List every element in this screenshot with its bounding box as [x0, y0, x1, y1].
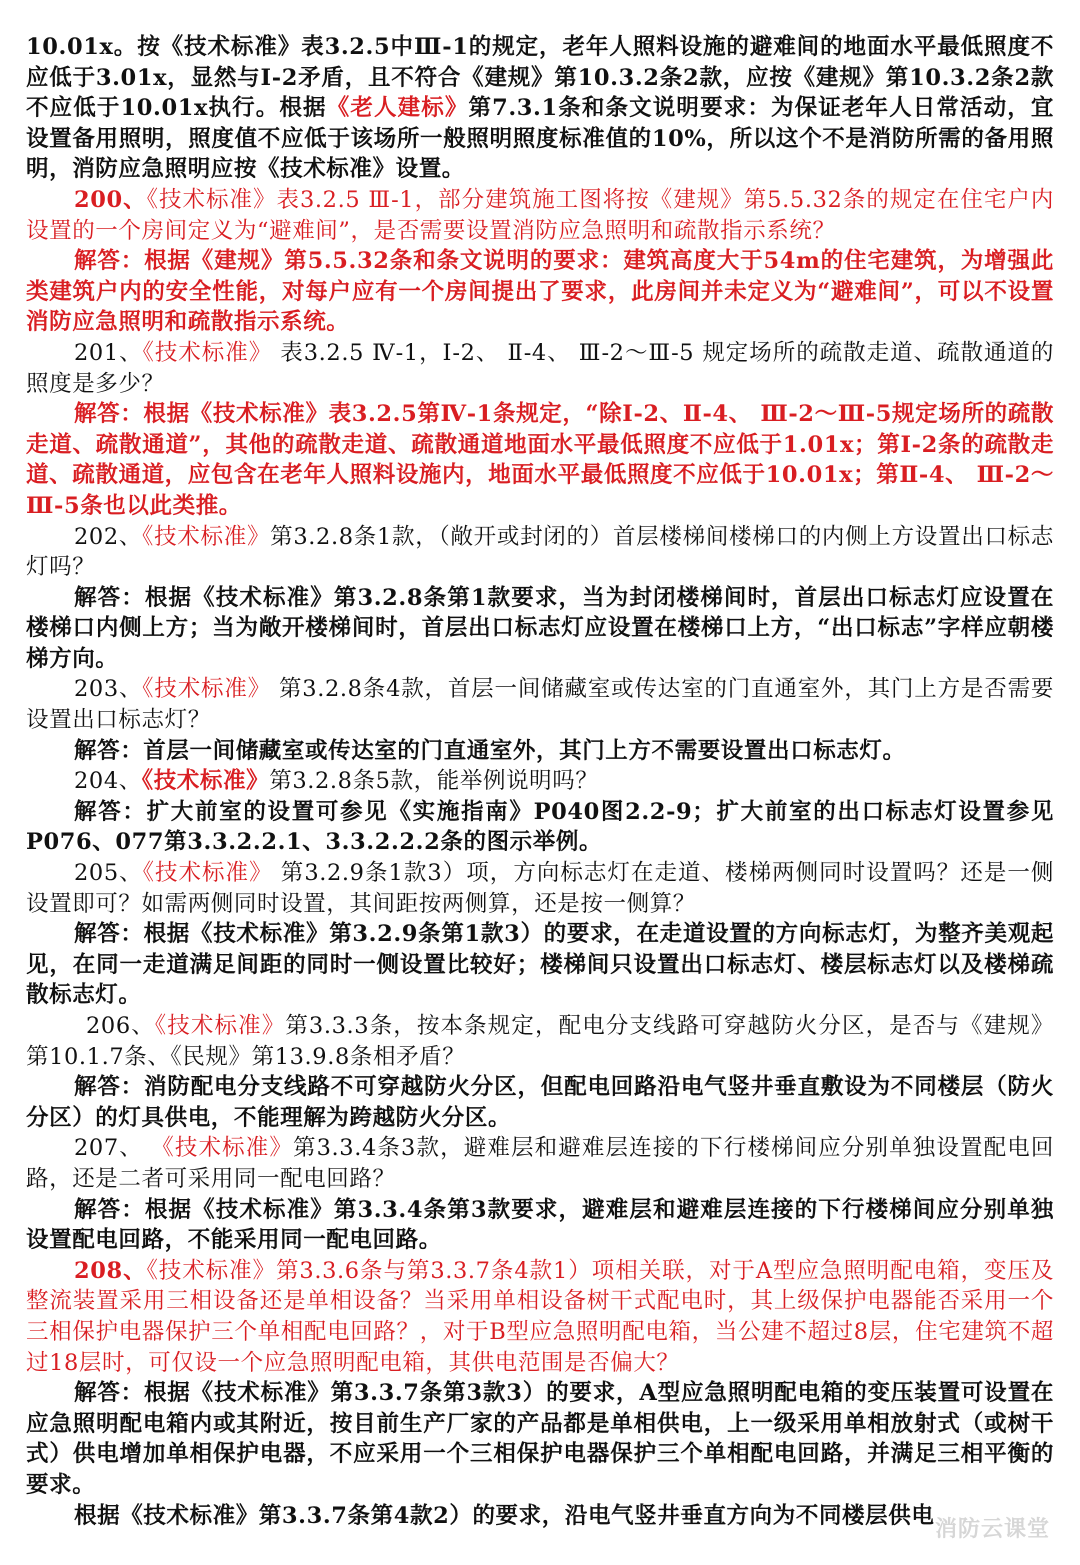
paragraph: [26, 1072, 1054, 1133]
text-segment: 解答：扩大前室的设置可参见《实施指南》P040图2.2-9；扩大前室的出口标志灯设置参见P076、077第3.3.2.2.1、3.3.2.2.2条的图示举例。: [26, 798, 1054, 856]
paragraph: [26, 1501, 1054, 1532]
paragraph: [26, 736, 1054, 767]
paragraph: [26, 1195, 1054, 1256]
paragraph: [26, 338, 1054, 399]
text-segment: 208、: [74, 1257, 147, 1284]
watermark: 消防云课堂: [934, 1517, 1050, 1542]
text-segment: 第3.3.3条，按本条规定，配电分支线路可穿越防火分区，是否与《建规》第10.1.7条、《民规》第13.9.8条相矛盾？: [26, 1013, 1054, 1070]
text-segment: 200、: [74, 186, 147, 213]
text-segment: 《技术标准》: [142, 523, 271, 550]
text-segment: 204、: [74, 768, 142, 795]
text-segment: 解答：根据《建规》第5.5.32条和条文说明的要求：建筑高度大于54m的住宅建筑，为增强此类建筑户内的安全性能，对每户应有一个房间提出了要求，此房间并未定义为“避难间”，可以不设置消防应急照明和疏散指示系统。: [26, 248, 1054, 336]
text-segment: 解答：根据《技术标准》第3.2.9条第1款3）的要求，在走道设置的方向标志灯，为整齐美观起见，在同一走道满足间距的同时一侧设置比较好；楼梯间只设置出口标志灯、楼层标志灯以及楼梯疏散标志灯。: [26, 921, 1054, 1009]
text-segment: 解答：消防配电分支线路不可穿越防火分区，但配电回路沿电气竖井垂直敷设为不同楼层（防火分区）的灯具供电，不能理解为跨越防火分区。: [26, 1074, 1054, 1131]
text-segment: 10.01x。按《技术标准》表3.2.5中Ⅲ-1的规定，老年人照料设施的避难间的地面水平最低照度不应低于3.01x，显然与Ⅰ-2矛盾，且不符合《建规》第10.3.2条2款，应按《建规》第10.3.2条2款不应低于10.01x执行。根据: [26, 34, 1054, 122]
text-segment: 205、: [74, 860, 143, 887]
text-segment: 第7.3.1条和条文说明要求：为保证老年人日常活动，宜设置备用照明，照度值不应低于该场所一般照明照度标准值的10%，所以这个不是消防所需的备用照明，消防应急照明应按《技术标准》设置。: [26, 95, 1054, 183]
paragraph: [26, 919, 1054, 1011]
text-segment: 203、: [74, 676, 143, 703]
paragraph: [26, 399, 1054, 521]
text-segment: 根据《技术标准》第3.3.7条第4款2）的要求，沿电气竖井垂直方向为不同楼层供电: [74, 1502, 935, 1529]
text-segment: 第3.2.8条5款，能举例说明吗？: [269, 768, 599, 795]
paragraph: [26, 522, 1054, 583]
text-segment: 《技术标准》: [142, 339, 273, 366]
text-segment: 《技术标准》: [154, 1013, 286, 1039]
text-segment: 《技术标准》: [142, 860, 273, 887]
paragraph: [26, 797, 1054, 858]
text-segment: 206、: [86, 1013, 155, 1039]
paragraph: [26, 1133, 1054, 1194]
paragraph: [26, 766, 1054, 797]
text-segment: 202、: [74, 523, 143, 550]
text-segment: 第3.2.9条1款3）项，方向标志灯在走道、楼梯两侧同时设置吗？还是一侧设置即可？如需两侧同时设置，其间距按两侧算，还是按一侧算？: [26, 860, 1054, 917]
text-segment: 207、: [74, 1135, 143, 1162]
text-segment: 解答：根据《技术标准》表3.2.5第Ⅳ-1条规定，“除Ⅰ-2、Ⅱ-4、 Ⅲ-2～Ⅲ-5规定场所的疏散走道、疏散通道”，其他的疏散走道、疏散通道地面水平最低照度不应低于1.01x；第Ⅰ-2条的疏散走道、疏散通道，应包含在老年人照料设施内，地面水平最低照度不应低于10.01x；第Ⅱ-4、 Ⅲ-2～Ⅲ-5条也以此类推。: [26, 401, 1054, 519]
text-segment: 201、: [74, 339, 143, 366]
document-page: [26, 32, 1054, 1531]
text-segment: 表3.2.5 Ⅳ-1，Ⅰ-2、 Ⅱ-4、 Ⅲ-2～Ⅲ-5 规定场所的疏散走道、疏散通道的照度是多少？: [26, 339, 1054, 397]
text-segment: 《技术标准》: [142, 676, 271, 703]
text-segment: 第3.2.8条4款，首层一间储藏室或传达室的门直通室外，其门上方是否需要设置出口标志灯？: [26, 676, 1054, 734]
text-segment: 解答：根据《技术标准》第3.3.7条第3款3）的要求，A型应急照明配电箱的变压装置可设置在应急照明配电箱内或其附近，按目前生产厂家的产品都是单相供电，上一级采用单相放射式（或树干式）供电增加单相保护电器，不应采用一个三相保护电器保护三个单相配电回路，并满足三相平衡的要求。: [26, 1380, 1054, 1498]
text-segment: 解答：首层一间储藏室或传达室的门直通室外，其门上方不需要设置出口标志灯。: [74, 737, 906, 764]
text-segment: 《老人建标》: [326, 95, 469, 122]
text-segment: 《技术标准》: [141, 768, 270, 795]
paragraph: [26, 674, 1054, 735]
paragraph: [26, 1011, 1054, 1072]
text-segment: 《技术标准》: [142, 1135, 293, 1162]
paragraph: [26, 32, 1054, 185]
paragraph: [26, 185, 1054, 246]
paragraph: [26, 858, 1054, 919]
paragraph: [26, 1256, 1054, 1378]
paragraph: [26, 246, 1054, 338]
text-segment: 《技术标准》表3.2.5 Ⅲ-1，部分建筑施工图将按《建规》第5.5.32条的规定在住宅户内设置的一个房间定义为“避难间”，是否需要设置消防应急照明和疏散指示系统？: [26, 186, 1054, 244]
paragraph: [26, 583, 1054, 675]
text-segment: 第3.2.8条1款，（敞开或封闭的）首层楼梯间楼梯口的内侧上方设置出口标志灯吗？: [26, 523, 1054, 581]
text-segment: 解答：根据《技术标准》第3.2.8条第1款要求，当为封闭楼梯间时，首层出口标志灯应设置在楼梯口内侧上方；当为敞开楼梯间时，首层出口标志灯应设置在楼梯口上方，“出口标志”字样应朝楼梯方向。: [26, 584, 1054, 672]
text-segment: 解答：根据《技术标准》第3.3.4条第3款要求，避难层和避难层连接的下行楼梯间应分别单独设置配电回路，不能采用同一配电回路。: [26, 1196, 1054, 1254]
text-segment: 第3.3.4条3款，避难层和避难层连接的下行楼梯间应分别单独设置配电回路，还是二者可采用同一配电回路？: [26, 1135, 1054, 1192]
text-segment: 《技术标准》第3.3.6条与第3.3.7条4款1）项相关联，对于A型应急照明配电箱，变压及整流装置采用三相设备还是单相设备？当采用单相设备树干式配电时，其上级保护电器能否采用一个三相保护电器保护三个单相配电回路？，对于B型应急照明配电箱，当公建不超过8层，住宅建筑不超过18层时，可仅设一个应急照明配电箱，其供电范围是否偏大？: [26, 1257, 1054, 1376]
paragraph: [26, 1378, 1054, 1500]
